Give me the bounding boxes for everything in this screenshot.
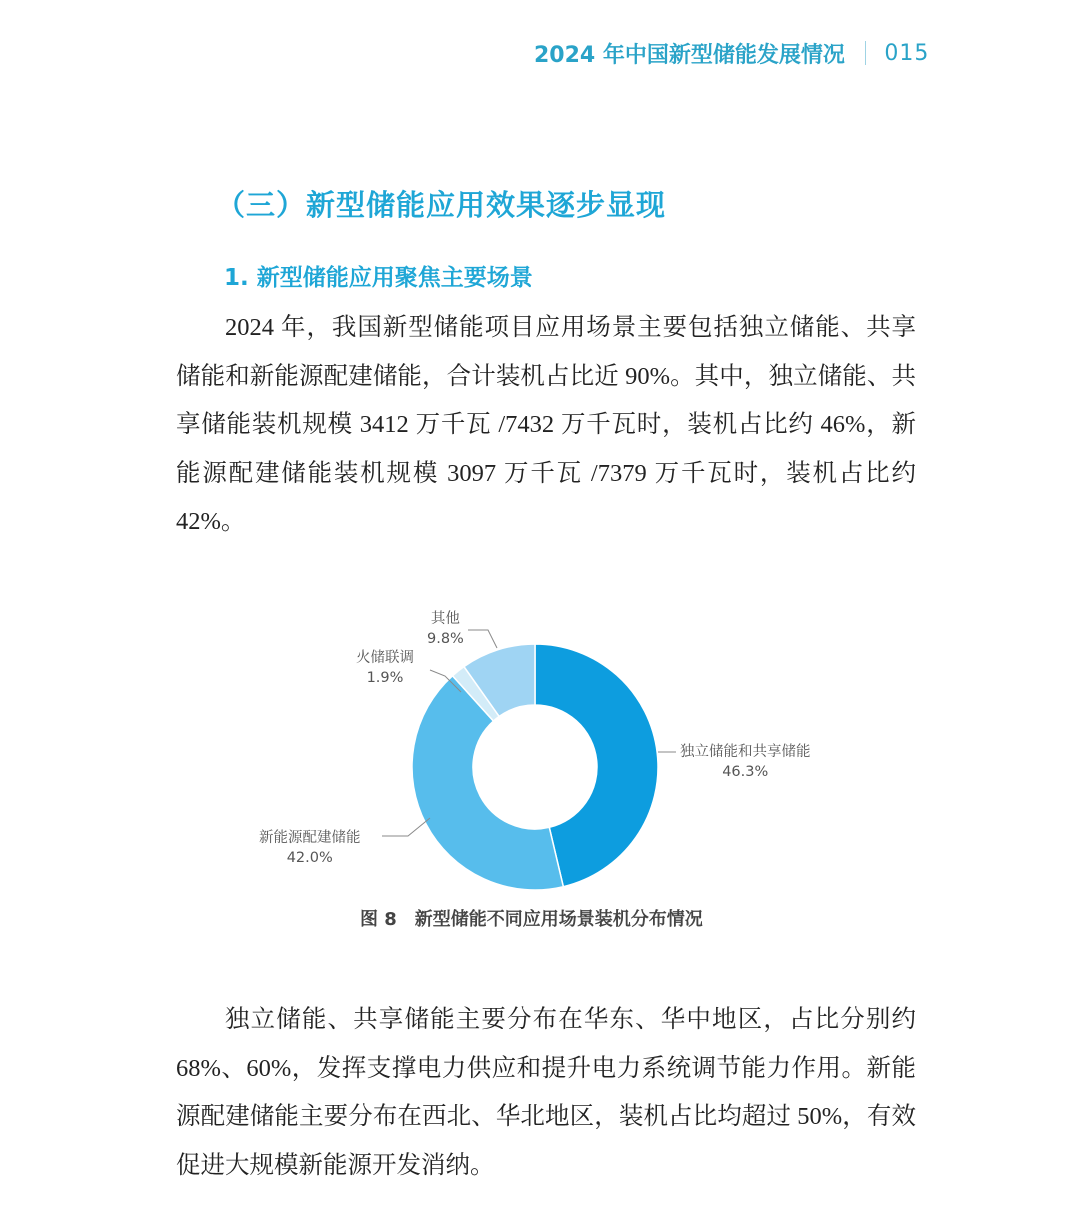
body-paragraph-2: 独立储能、共享储能主要分布在华东、华中地区，占比分别约 68%、60%，发挥支撑电力供应和提升电力系统调节能力作用。新能源配建储能主要分布在西北、华北地区，装机占比均超过 50%，有效促进大规模新能源开发消纳。 (176, 1006, 916, 1179)
leader-line (382, 818, 430, 836)
chart-label-independent-shared (680, 742, 811, 782)
label-value: 42.0% (286, 850, 333, 866)
figure-number: 图 8 (360, 909, 397, 930)
running-header (534, 36, 929, 70)
section-title: （三）新型储能应用效果逐步显现 (216, 188, 667, 222)
subsection-title: 1. 新型储能应用聚焦主要场景 (224, 265, 533, 291)
header-divider (865, 41, 867, 65)
label-value: 9.8% (427, 631, 464, 647)
label-name: 新能源配建储能 (259, 830, 361, 846)
figure-caption-text: 新型储能不同应用场景装机分布情况 (414, 909, 703, 930)
donut-chart (0, 590, 1080, 910)
label-name: 火储联调 (356, 650, 414, 666)
figure-caption (360, 905, 703, 931)
label-value: 1.9% (366, 670, 404, 686)
leader-line (468, 630, 497, 648)
donut-chart-svg (0, 590, 1080, 910)
page-number: 015 (884, 40, 930, 66)
label-value: 46.3% (722, 764, 769, 780)
chart-label-thermal-storage (356, 648, 414, 688)
label-name: 独立储能和共享储能 (680, 744, 811, 760)
body-paragraph-1: 2024 年，我国新型储能项目应用场景主要包括独立储能、共享储能和新能源配建储能，合计装机占比近 90%。其中，独立储能、共享储能装机规模 3412 万千瓦 /7432 万千瓦时，装机占比约 46%，新能源配建储能装机规模 3097 万千瓦 /7379 万千瓦时，装机占比约 42%。 (176, 314, 916, 535)
chart-label-renewable-paired (259, 828, 361, 868)
chart-label-other (427, 609, 464, 649)
label-name: 其他 (430, 611, 460, 627)
running-title: 2024 年中国新型储能发展情况 (534, 42, 845, 68)
